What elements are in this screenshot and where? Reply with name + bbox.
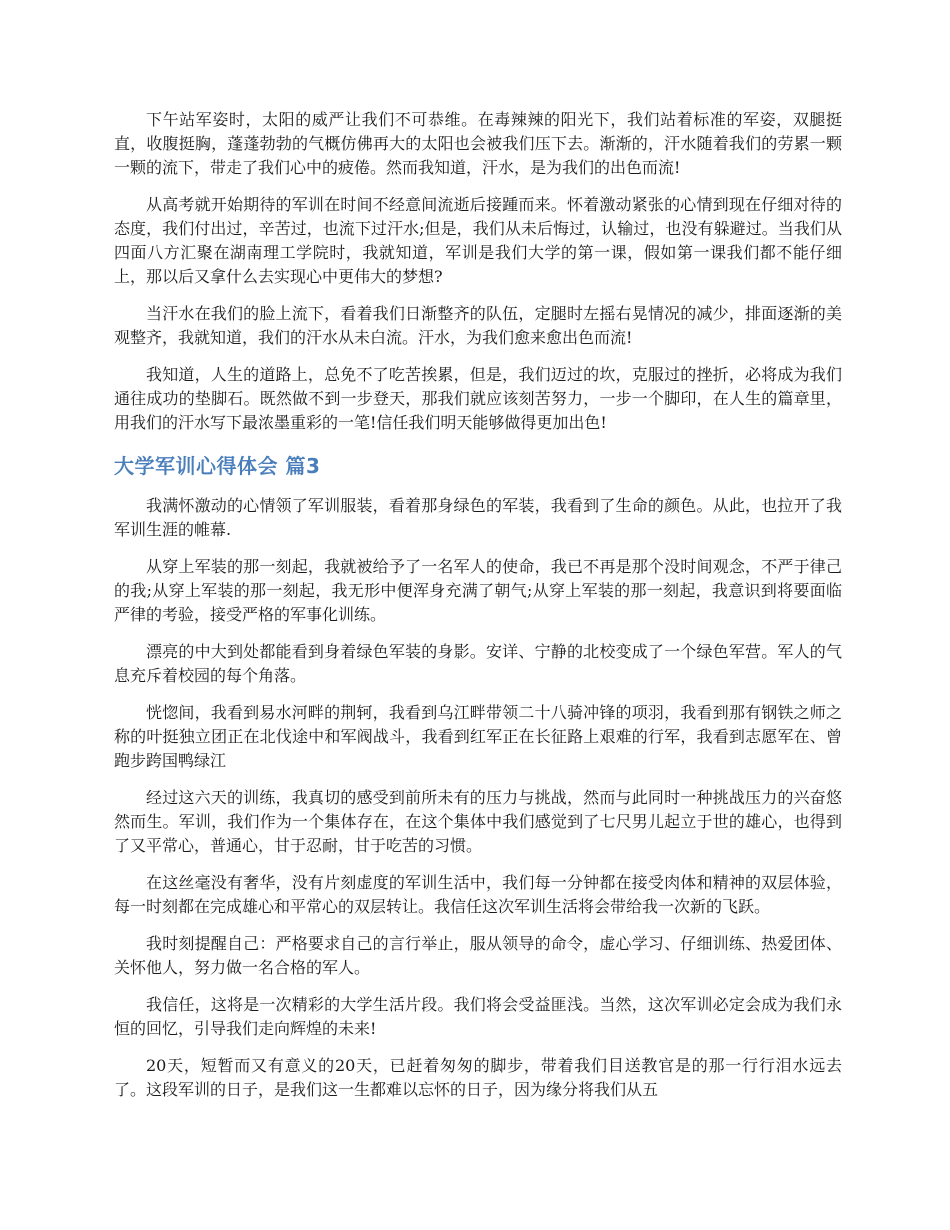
paragraph: 从高考就开始期待的军训在时间不经意间流逝后接踵而来。怀着激动紧张的心情到现在仔细对待的态度，我们付出过，辛苦过，也流下过汗水;但是，我们从未后悔过，认输过，也没有躲避过。当我们从四面八方汇聚在湖南理工学院时，我就知道，军训是我们大学的第一课，假如第一课我们都不能仔细上，那以后又拿什么去实现心中更伟大的梦想? (114, 195, 842, 286)
paragraph: 当汗水在我们的脸上流下，看着我们日渐整齐的队伍，定腿时左摇右晃情况的减少，排面逐渐的美观整齐，我就知道，我们的汗水从未白流。汗水，为我们愈来愈出色而流! (114, 304, 842, 347)
paragraph: 从穿上军装的那一刻起，我就被给予了一名军人的使命，我已不再是那个没时间观念，不严于律己的我;从穿上军装的那一刻起，我无形中便浑身充满了朝气;从穿上军装的那一刻起，我意识到将要面临严律的考验，接受严格的军事化训练。 (114, 557, 842, 624)
paragraph: 恍惚间，我看到易水河畔的荆轲，我看到乌江畔带领二十八骑冲锋的项羽，我看到那有钢铁之师之称的叶挺独立团正在北伐途中和军阀战斗，我看到红军正在长征路上艰难的行军，我看到志愿军在、曾跑步跨国鸭绿江 (114, 703, 842, 770)
paragraph: 经过这六天的训练，我真切的感受到前所未有的压力与挑战，然而与此同时一种挑战压力的兴奋悠然而生。军训，我们作为一个集体存在，在这个集体中我们感觉到了七尺男儿起立于世的雄心，也得到了又平常心，普通心，甘于忍耐，甘于吃苦的习惯。 (114, 788, 842, 855)
paragraph: 漂亮的中大到处都能看到身着绿色军装的身影。安详、宁静的北校变成了一个绿色军营。军人的气息充斥着校园的每个角落。 (114, 642, 842, 685)
document-page (114, 108, 842, 1102)
paragraph: 在这丝毫没有奢华，没有片刻虚度的军训生活中，我们每一分钟都在接受肉体和精神的双层体验，每一时刻都在完成雄心和平常心的双层转让。我信任这次军训生活将会带给我一次新的飞跃。 (114, 873, 842, 916)
paragraph: 20天，短暂而又有意义的20天，已赶着匆匆的脚步，带着我们目送教官是的那一行行泪水远去了。这段军训的日子，是我们这一生都难以忘怀的日子，因为缘分将我们从五 (114, 1056, 842, 1099)
paragraph: 我满怀激动的心情领了军训服装，看着那身绿色的军装，我看到了生命的颜色。从此，也拉开了我军训生涯的帷幕. (114, 496, 842, 539)
paragraph: 我时刻提醒自己：严格要求自己的言行举止，服从领导的命令，虚心学习、仔细训练、热爱团体、关怀他人，努力做一名合格的军人。 (114, 934, 842, 977)
paragraph: 我知道，人生的道路上，总免不了吃苦挨累，但是，我们迈过的坎，克服过的挫折，必将成为我们通往成功的垫脚石。既然做不到一步登天，那我们就应该刻苦努力，一步一个脚印，在人生的篇章里，用我们的汗水写下最浓墨重彩的一笔!信任我们明天能够做得更加出色! (114, 365, 842, 432)
paragraph: 我信任，这将是一次精彩的大学生活片段。我们将会受益匪浅。当然，这次军训必定会成为我们永恒的回忆，引导我们走向辉煌的未来! (114, 995, 842, 1038)
section-heading: 大学军训心得体会 篇3 (114, 454, 321, 478)
paragraph: 下午站军姿时，太阳的威严让我们不可恭维。在毒辣辣的阳光下，我们站着标准的军姿，双腿挺直，收腹挺胸，蓬蓬勃勃的气概仿佛再大的太阳也会被我们压下去。渐渐的，汗水随着我们的劳累一颗一颗的流下，带走了我们心中的疲倦。然而我知道，汗水，是为我们的出色而流! (114, 110, 842, 177)
